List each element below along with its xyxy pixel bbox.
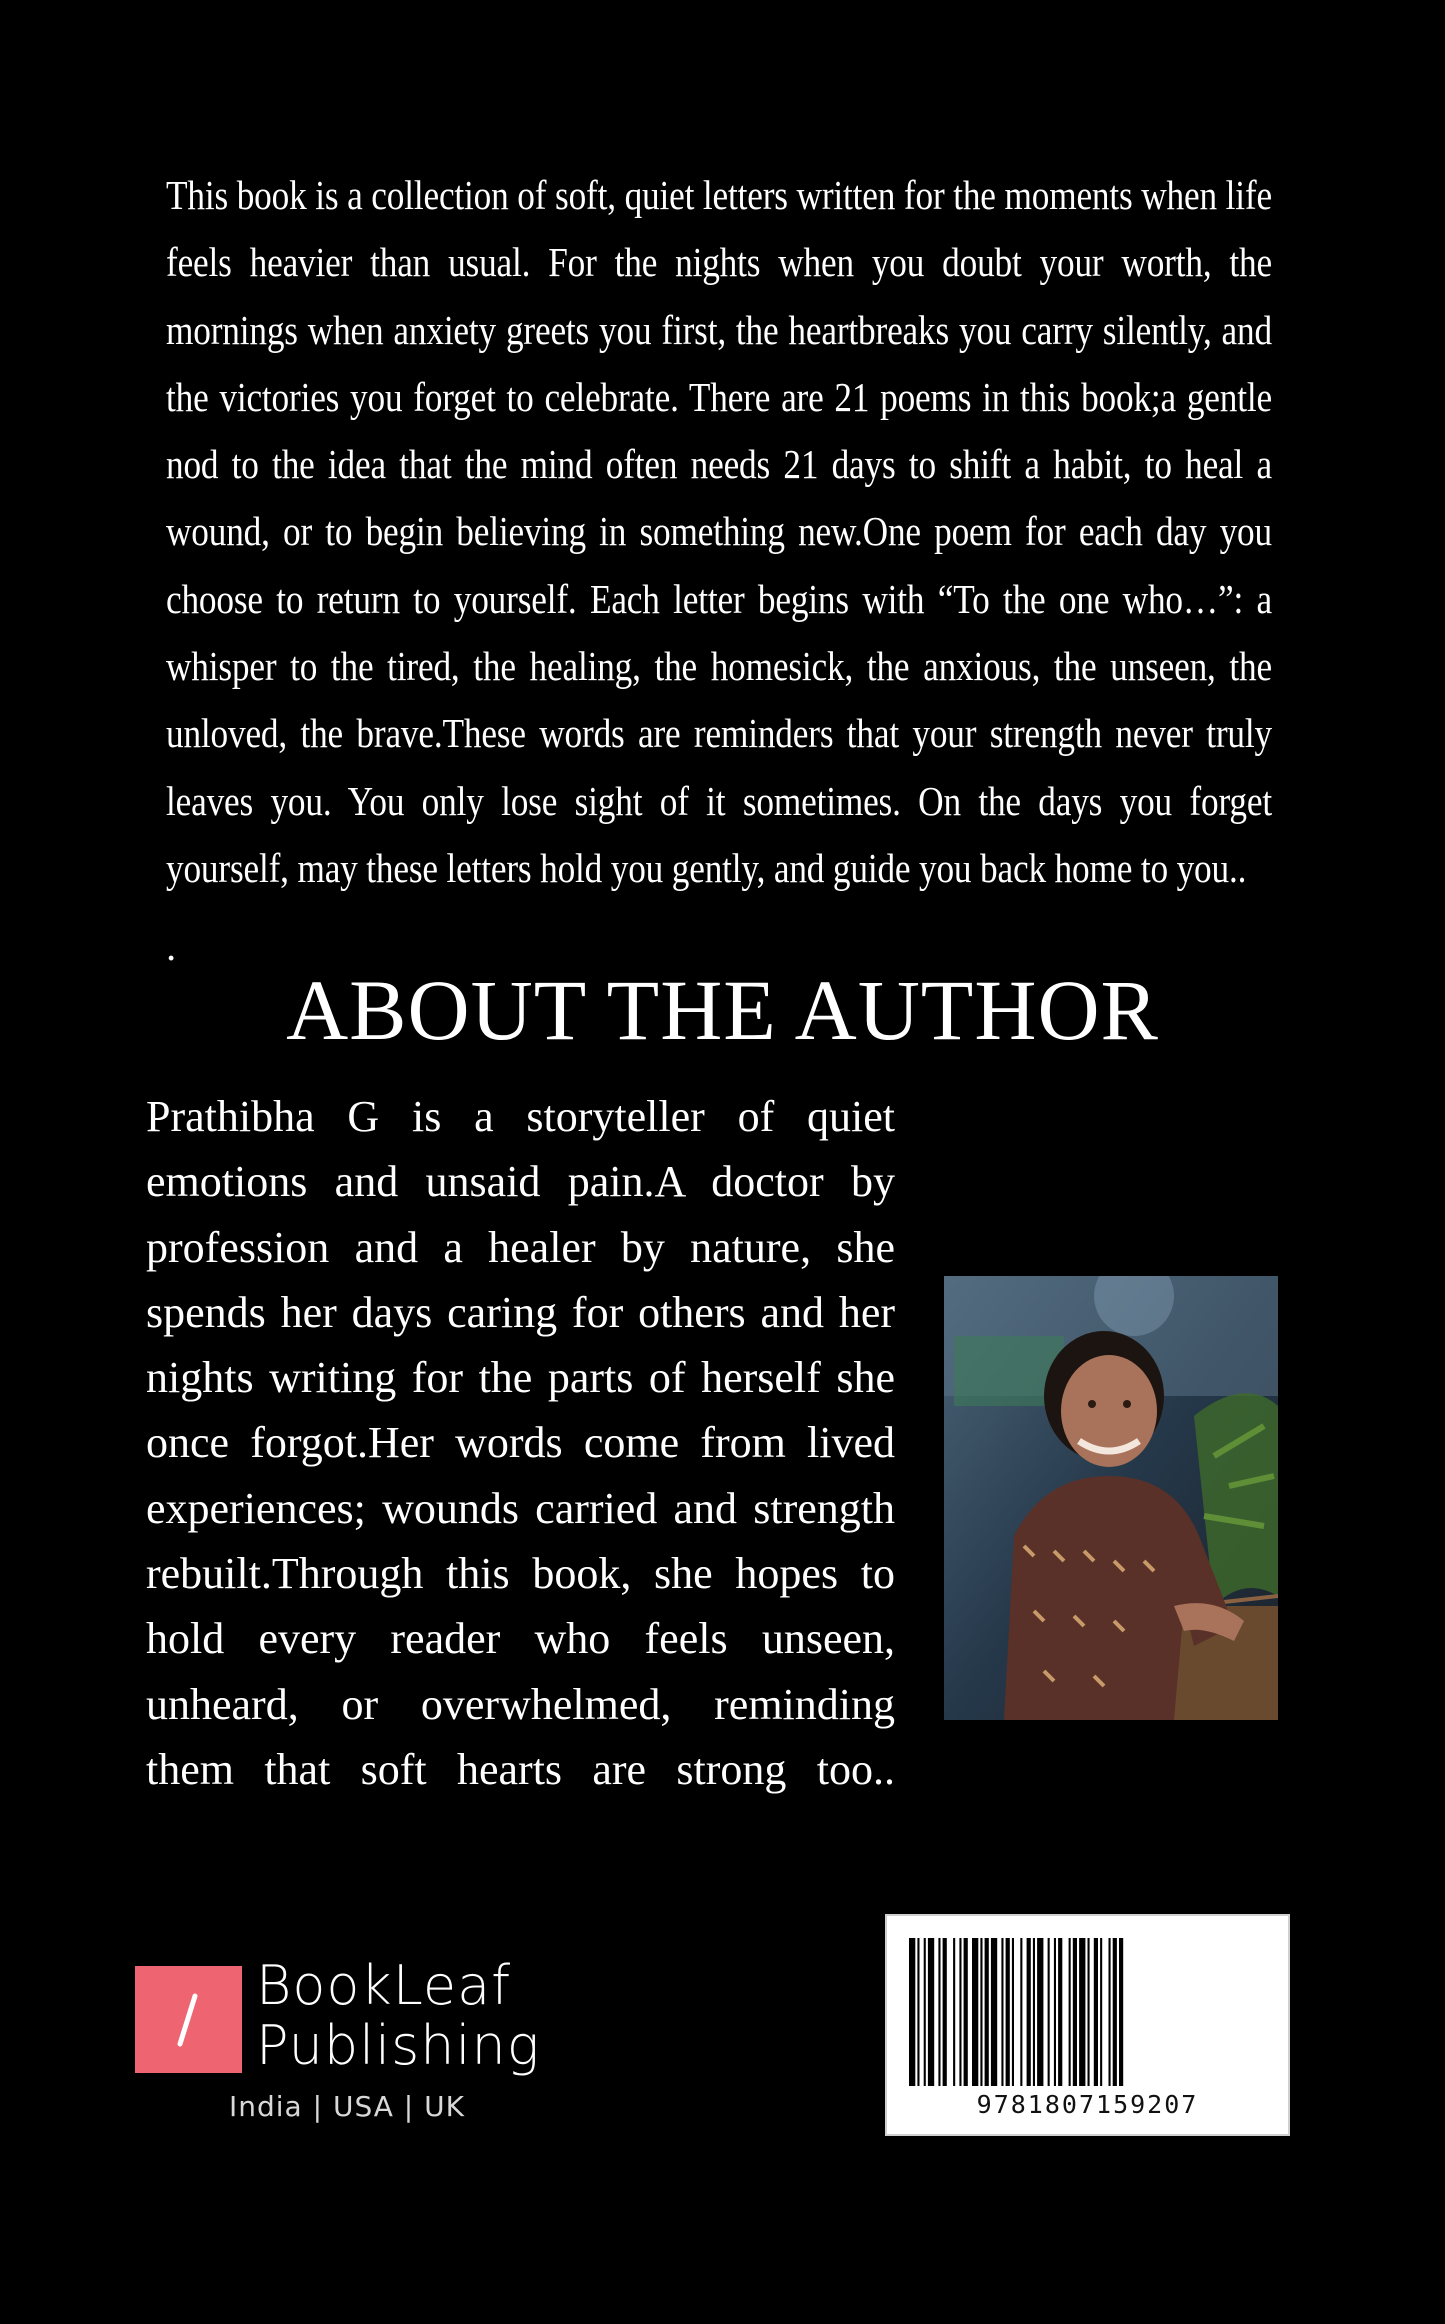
publisher-name-line1: BookLeaf [256, 1954, 512, 2017]
publisher-name-line2: Publishing [256, 2014, 541, 2077]
isbn-number: 9781807159207 [976, 2090, 1199, 2119]
publisher-name [256, 1956, 540, 2076]
barcode-icon [909, 1938, 1270, 2086]
author-photo [944, 1276, 1278, 1720]
slash-icon [135, 1966, 242, 2073]
bookleaf-logo-mark [135, 1966, 242, 2073]
blurb-trailing-dot: . [166, 923, 177, 969]
back-cover-blurb: This book is a collection of soft, quiet letters written for the moments when life feels heavier than usual. For the nights when you doubt your worth, the mornings when anxiety greets you first, the heartbreaks you carry silently, and the victories you forget to celebrate. There are 21 poems in this book;a gentle nod to the idea that the mind often needs 21 days to shift a habit, to heal a wound, or to begin believing in something new.One poem for each day you choose to return to yourself. Each letter begins with “To the one who…”: a whisper to the tired, the healing, the homesick, the anxious, the unseen, the unloved, the brave.These words are reminders that your strength never truly leaves you. You only lose sight of it sometimes. On the days you forget yourself, may these letters hold you gently, and guide you back home to you.. [166, 172, 1272, 891]
about-author-heading: ABOUT THE AUTHOR [286, 962, 1159, 1058]
author-bio: Prathibha G is a storyteller of quiet emotions and unsaid pain.A doctor by profession and a healer by nature, she spends her days caring for others and her nights writing for the parts of herself she once forgot.Her words come from lived experiences; wounds carried and strength rebuilt.Through this book, she hopes to hold every reader who feels unseen, unheard, or overwhelmed, reminding them that soft hearts are strong too.. [146, 1092, 895, 1794]
isbn-barcode [885, 1914, 1290, 2136]
publisher-regions: India | USA | UK [229, 2090, 465, 2123]
author-portrait-icon [944, 1276, 1278, 1720]
